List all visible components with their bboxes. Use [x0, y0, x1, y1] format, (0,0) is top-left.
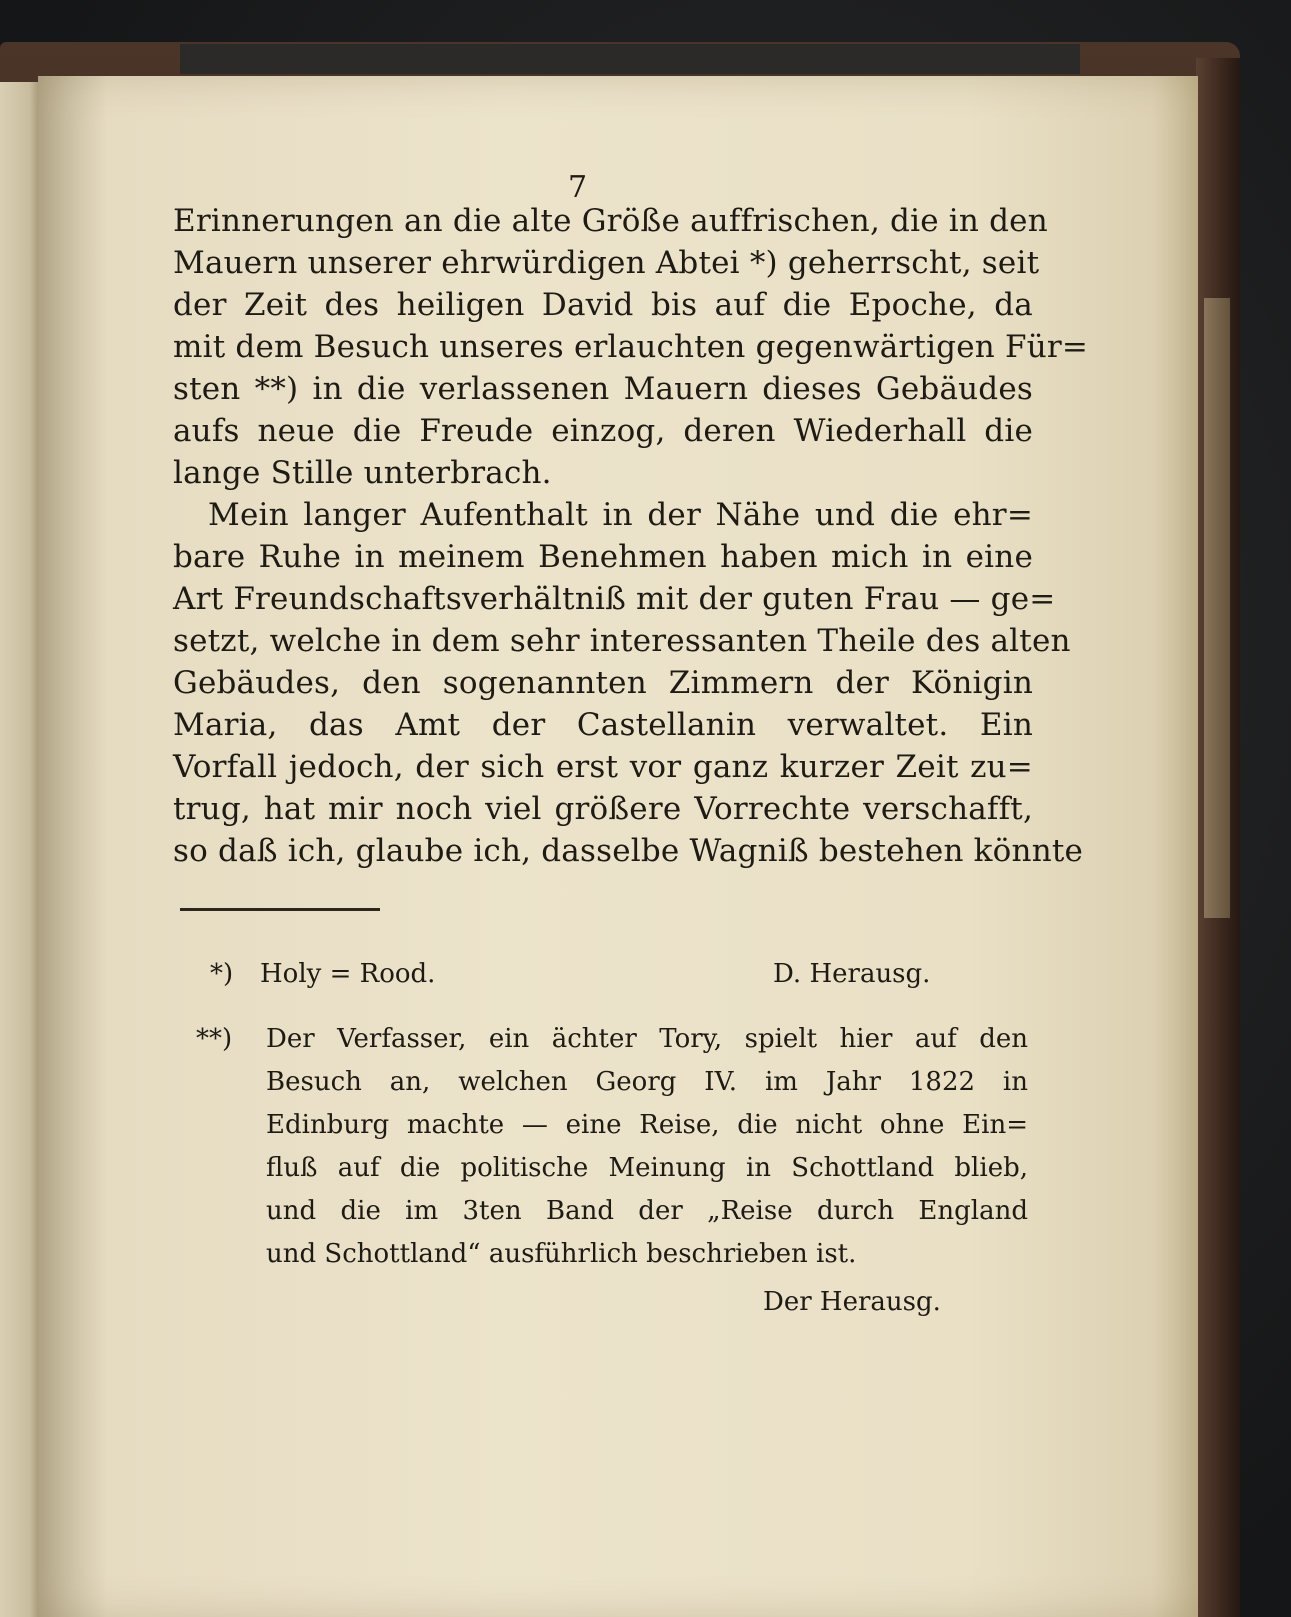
cover-top-edge — [180, 44, 1080, 74]
body-line: Vorfall jedoch, der sich erst vor ganz kurzer Zeit zu= — [173, 749, 1033, 785]
body-line: trug, hat mir noch viel größere Vorrechte verschafft, — [173, 791, 1033, 827]
footnote-2-line: Der Verfasser, ein ächter Tory, spielt hier auf den — [266, 1024, 1028, 1054]
body-line: Gebäudes, den sogenannten Zimmern der Königin — [173, 665, 1033, 701]
footnote-2-line: und Schottland“ ausführlich beschrieben ist. — [266, 1239, 857, 1269]
body-line: bare Ruhe in meinem Benehmen haben mich in eine — [173, 539, 1033, 575]
body-line: so daß ich, glaube ich, dasselbe Wagniß bestehen könnte — [173, 833, 1084, 869]
footnote-1-marker: *) — [210, 959, 234, 989]
body-line: der Zeit des heiligen David bis auf die Epoche, da — [173, 287, 1033, 323]
cover-right-edge — [1196, 58, 1240, 1617]
footnote-1-signature: D. Herausg. — [773, 959, 931, 989]
footnote-2-marker: **) — [196, 1024, 233, 1054]
book-page — [38, 76, 1198, 1617]
body-line: Maria, das Amt der Castellanin verwaltet. Ein — [173, 707, 1033, 743]
footnote-2-line: fluß auf die politische Meinung in Schottland blieb, — [266, 1153, 1028, 1183]
body-line: aufs neue die Freude einzog, deren Wiederhall die — [173, 413, 1033, 449]
footnote-2-line: und die im 3ten Band der „Reise durch England — [266, 1196, 1028, 1226]
footnote-2-line: Besuch an, welchen Georg IV. im Jahr 1822 in — [266, 1067, 1028, 1097]
body-line: Erinnerungen an die alte Größe auffrischen, die in den — [173, 203, 1048, 239]
body-line: Mauern unserer ehrwürdigen Abtei *) geherrscht, seit — [173, 245, 1040, 281]
footnote-2-signature: Der Herausg. — [763, 1287, 941, 1317]
cover-spine-strip — [1204, 298, 1230, 918]
body-line: setzt, welche in dem sehr interessanten Theile des alten — [173, 623, 1071, 659]
body-line: Mein langer Aufenthalt in der Nähe und die ehr= — [208, 497, 1033, 533]
body-line: lange Stille unterbrach. — [173, 455, 552, 491]
page-number: 7 — [568, 170, 588, 205]
left-page-sliver — [0, 82, 42, 1617]
body-line: mit dem Besuch unseres erlauchten gegenwärtigen Für= — [173, 329, 1089, 365]
body-line: Art Freundschaftsverhältniß mit der guten Frau — ge= — [173, 581, 1056, 617]
body-line: sten **) in die verlassenen Mauern dieses Gebäudes — [173, 371, 1033, 407]
footnote-2-line: Edinburg machte — eine Reise, die nicht ohne Ein= — [266, 1110, 1028, 1140]
footnote-1-text: Holy = Rood. — [260, 959, 436, 989]
footnote-divider — [180, 908, 380, 911]
